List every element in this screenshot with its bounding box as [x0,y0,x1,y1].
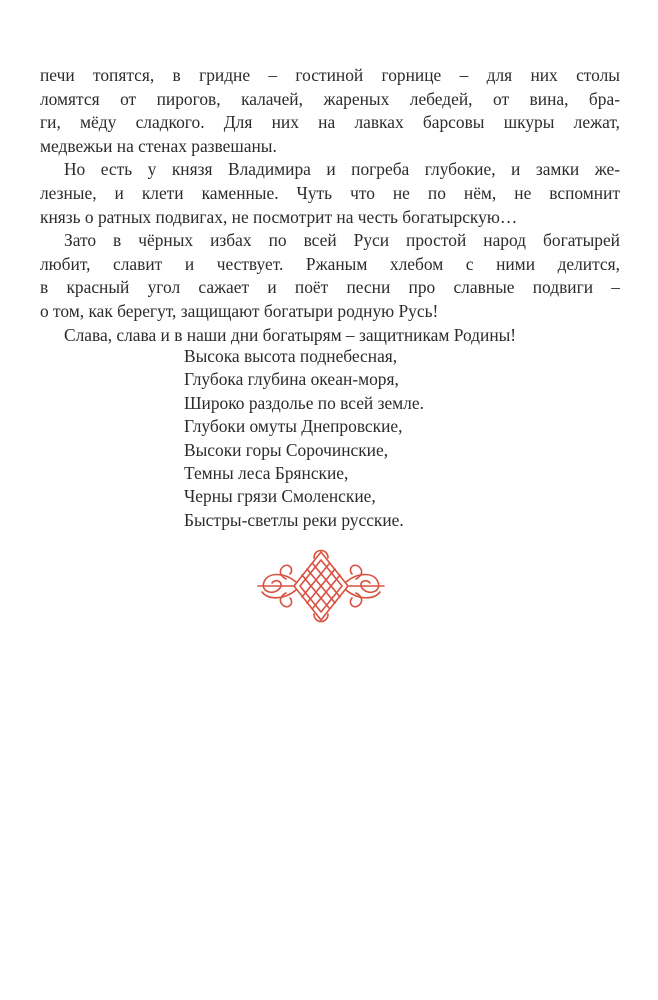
prose-line: князь о ратных подвигах, не посмотрит на честь богатырскую… [40,206,518,227]
prose-line: лезные, и клети каменные. Чуть что не по нём, не вспомнит [40,182,620,203]
verse-line: Черны грязи Смоленские, [184,486,376,507]
prose-line: о том, как берегут, защищают богатыри родную Русь! [40,300,439,321]
prose-line: Но есть у князя Владимира и погреба глубокие, и замки же- [64,159,620,180]
prose-line: Слава, слава и в наши дни богатырям – защитникам Родины! [64,324,517,345]
prose-line: печи топятся, в гридне – гостиной горнице – для них столы [40,65,620,85]
verse-line: Широко раздолье по всей земле. [184,392,424,413]
verse-line: Темны леса Брянские, [184,463,349,484]
celtic-knot-ornament-icon [256,546,386,626]
verse-line: Глубоки омуты Днепровские, [184,416,403,437]
prose-line: в красный угол сажает и поёт песни про славные подвиги – [40,277,620,298]
verse-block [184,345,424,532]
prose-line: ломятся от пирогов, калачей, жареных лебедей, от вина, бра- [40,88,620,109]
prose-block [40,64,620,347]
prose-line: Зато в чёрных избах по всей Руси простой народ богатырей [64,230,620,251]
verse-line: Глубока глубина океан-моря, [184,369,399,390]
prose-line: ги, мёду сладкого. Для них на лавках барсовы шкуры лежат, [40,112,620,133]
verse-line: Высока высота поднебесная, [184,346,398,366]
prose-line: любит, славит и чествует. Ржаным хлебом с ними делится, [40,253,620,274]
verse-line: Быстры-светлы реки русские. [184,509,404,530]
prose-line: медвежьи на стенах развешаны. [40,135,277,156]
verse-line: Высоки горы Сорочинские, [184,439,389,460]
